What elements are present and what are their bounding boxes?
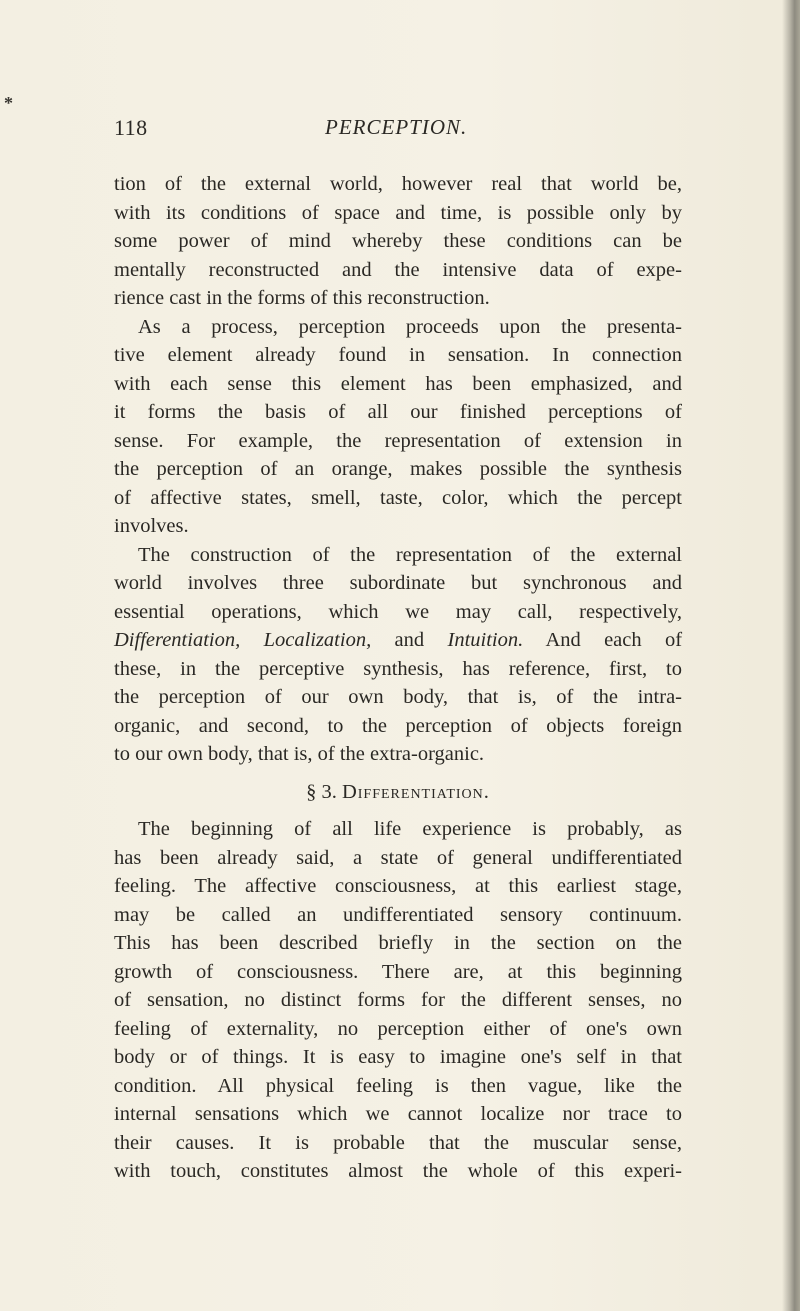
text-line: internal sensations which we cannot localize nor trace to <box>114 1103 682 1125</box>
text-line: sense. For example, the representation of extension in <box>114 429 682 452</box>
text-line: The beginning of all life experience is probably, as <box>138 818 682 840</box>
term-intuition: Intuition. <box>447 629 524 651</box>
text-line: body or of things. It is easy to imagine one's self in that <box>114 1046 682 1068</box>
text-line: feeling. The affective consciousness, at this earliest stage, <box>114 875 682 897</box>
running-header <box>0 115 800 143</box>
text-line: the perception of an orange, makes possible the synthesis <box>114 458 682 480</box>
body-text <box>114 170 682 1186</box>
text-line: the perception of our own body, that is, of the intra- <box>114 686 682 708</box>
text-line: tion of the external world, however real that world be, <box>114 173 682 195</box>
text-line: As a process, perception proceeds upon the presenta- <box>138 315 682 338</box>
text-line: of affective states, smell, taste, color, which the percept <box>114 486 682 509</box>
text-fragment: And each of <box>545 629 683 651</box>
conjunction: and <box>394 629 425 651</box>
running-title: PERCEPTION. <box>325 115 468 139</box>
text-line: tive element already found in sensation. In connection <box>114 344 682 366</box>
margin-asterisk-mark: * <box>4 93 13 113</box>
text-line: their causes. It is probable that the muscular sense, <box>114 1131 682 1154</box>
page-number: 118 <box>114 115 148 140</box>
text-line: some power of mind whereby these conditions can be <box>114 230 682 252</box>
text-line: condition. All physical feeling is then vague, like the <box>114 1074 682 1097</box>
text-line: rience cast in the forms of this reconstruction. <box>114 287 490 309</box>
text-line: has been already said, a state of general undifferentiated <box>114 846 682 869</box>
text-line: it forms the basis of all our finished perceptions of <box>114 401 682 423</box>
text-line: feeling of externality, no perception either of one's own <box>114 1017 682 1040</box>
text-line: of sensation, no distinct forms for the different senses, no <box>114 989 682 1011</box>
text-line: to our own body, that is, of the extra-organic. <box>114 743 485 765</box>
text-line: mentally reconstructed and the intensive data of expe- <box>114 258 682 281</box>
term-localization: Localization, <box>263 629 372 651</box>
term-differentiation: Differentiation, <box>114 629 241 651</box>
section-title: Differentiation. <box>341 780 490 803</box>
text-line: This has been described briefly in the section on the <box>114 932 682 954</box>
section-heading <box>114 778 682 807</box>
text-line: may be called an undifferentiated sensory continuum. <box>114 903 682 926</box>
text-line: The construction of the representation of the external <box>138 543 682 566</box>
text-line: these, in the perceptive synthesis, has reference, first, to <box>114 657 682 680</box>
page-edge-shadow <box>782 0 800 1311</box>
text-line: with its conditions of space and time, is possible only by <box>114 201 682 224</box>
section-number: § 3. <box>306 780 337 803</box>
text-line: involves. <box>114 515 189 537</box>
text-line: essential operations, which we may call, respectively, <box>114 600 682 623</box>
text-line: organic, and second, to the perception of objects foreign <box>114 714 682 737</box>
text-line: world involves three subordinate but synchronous and <box>114 572 682 594</box>
text-line: with touch, constitutes almost the whole of this experi- <box>114 1160 682 1182</box>
text-line: growth of consciousness. There are, at this beginning <box>114 960 682 983</box>
text-line: with each sense this element has been emphasized, and <box>114 372 682 395</box>
text-line-with-terms <box>114 626 682 655</box>
